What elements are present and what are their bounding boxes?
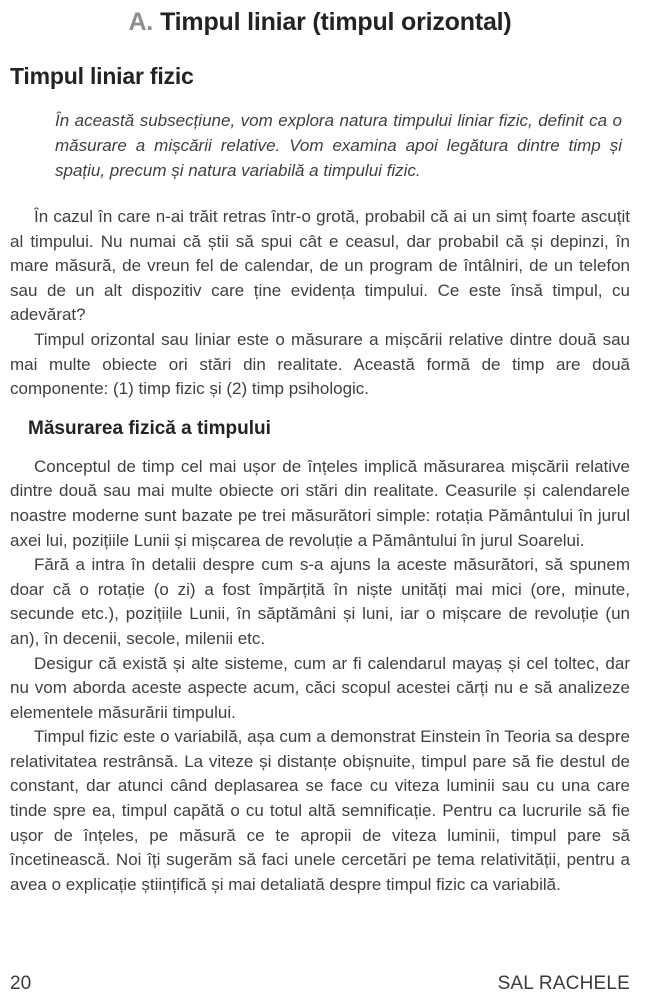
paragraph-3: Conceptul de timp cel mai ușor de înțeles implică măsurarea mișcării relative dintre două sau mai multe obiecte ori stări din realitate. Ceasurile și calendarele noastre moderne sunt bazate pe trei măsurători simple: rotația Pământului în jurul axei lui, pozițiile Lunii și mișcarea de revoluție a Pământului în jurul Soarelui.: [10, 456, 630, 550]
chapter-title: [10, 8, 630, 37]
chapter-letter: A.: [128, 8, 154, 36]
paragraph-2: Timpul orizontal sau liniar este o măsurare a mișcării relative dintre două sau mai multe obiecte ori stări din realitate. Această formă de timp are două componente: (1) timp fizic și (2) timp psihologic.: [10, 329, 630, 399]
page-footer: [10, 973, 630, 995]
paragraph-1: În cazul în care n-ai trăit retras într-o grotă, probabil că ai un simț foarte ascuțit al timpului. Nu numai că știi să spui cât e ceasul, dar probabil că și depinzi, în mare măsură, de vreun fel de calendar, de un program de întâlniri, de un telefon sau de un alt dispozitiv care ține evidența timpului. Ce este însă timpul, cu adevărat?: [10, 207, 630, 325]
paragraph-4: Fără a intra în detalii despre cum s-a ajuns la aceste măsurători, să spunem doar că o rotație (o zi) a fost împărțită în niște unități mai mici (ore, minute, secunde etc.), pozițiile Lunii, în săptămâni și luni, iar o mișcare de revoluție (un an), în decenii, secole, milenii etc.: [10, 555, 630, 648]
page-number: 20: [10, 973, 32, 994]
author-name: SAL RACHELE: [497, 973, 630, 994]
chapter-title-text: Timpul liniar (timpul orizontal): [160, 8, 512, 36]
intro-quote: În această subsecțiune, vom explora natura timpului liniar fizic, definit ca o măsurare a mișcării relative. Vom examina apoi legătura dintre timp și spațiu, precum și natura variabilă a timpului fizic.: [55, 111, 622, 180]
paragraph-6: Timpul fizic este o variabilă, așa cum a demonstrat Einstein în Teoria sa despre relativitatea restrânsă. La viteze și distanțe obișnuite, timpul pare să fie destul de constant, dar atunci când deplasarea se face cu viteza luminii sau cu una care tinde spre ea, timpul capătă o cu totul altă semnificație. Pentru ca lucrurile să fie ușor de înțeles, pe măsură ce te apropii de viteza luminii, timpul pare să încetinească. Noi îți sugerăm să faci unele cercetări pe tema relativității, pentru a avea o explicație științifică și mai detaliată despre timpul fizic ca variabilă.: [10, 727, 630, 894]
paragraph-5: Desigur că există și alte sisteme, cum ar fi calendarul mayaș și cel toltec, dar nu vom aborda aceste aspecte acum, căci scopul acestei cărți nu e să analizeze elementele măsurării timpului.: [10, 653, 630, 722]
subsection-heading: Măsurarea fizică a timpului: [28, 417, 271, 439]
section-heading: Timpul liniar fizic: [10, 63, 194, 89]
